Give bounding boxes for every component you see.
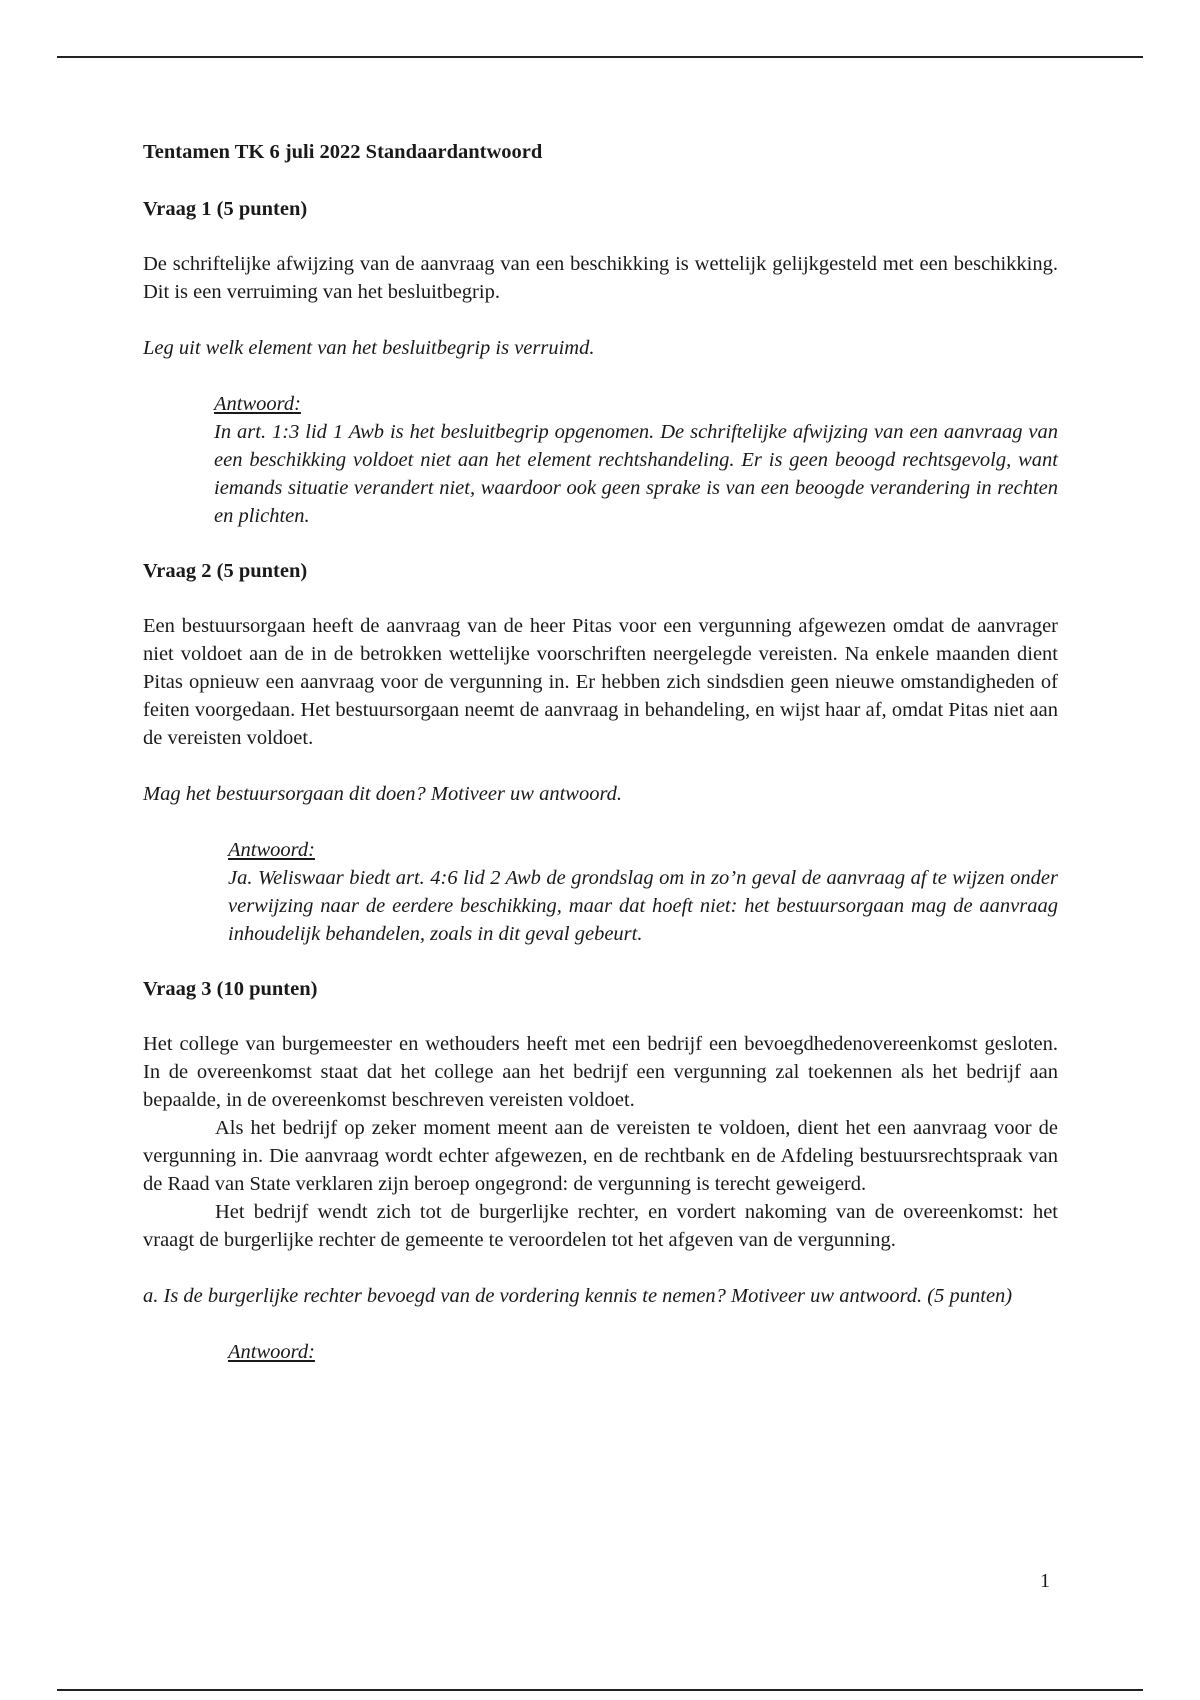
question-3 bbox=[143, 975, 1058, 1366]
question-2-paragraph: Een bestuursorgaan heeft de aanvraag van de heer Pitas voor een vergunning afgewezen omdat de aanvrager niet voldoet aan de in de betrokken wettelijke voorschriften neergelegde vereisten. Na enkele maanden dient Pitas opnieuw een aanvraag voor de vergunning in. Er hebben zich sindsdien geen nieuwe omstandigheden of feiten voorgedaan. Het bestuursorgaan neemt de aanvraag in behandeling, en wijst haar af, omdat Pitas niet aan de vereisten voldoet. bbox=[143, 615, 1058, 749]
question-1-answer bbox=[214, 390, 1058, 530]
document-title: Tentamen TK 6 juli 2022 Standaardantwoord bbox=[143, 141, 543, 163]
question-2-heading: Vraag 2 (5 punten) bbox=[143, 560, 308, 582]
question-3-paragraph-2: Als het bedrijf op zeker moment meent aan de vereisten te voldoen, dient het een aanvraag voor de vergunning in. Die aanvraag wordt echter afgewezen, en de rechtbank en de Afdeling bestuursrechtspraak van de Raad van State verklaren zijn beroep ongegrond: de vergunning is terecht geweigerd. bbox=[143, 1117, 1058, 1195]
question-2-answer-label: Antwoord: bbox=[228, 839, 315, 861]
question-3-heading: Vraag 3 (10 punten) bbox=[143, 978, 318, 1000]
page-number: 1 bbox=[1040, 1570, 1050, 1592]
question-3-prompt: a. Is de burgerlijke rechter bevoegd van de vordering kennis te nemen? Motiveer uw antwoord. (5 punten) bbox=[143, 1285, 1013, 1307]
question-3-answer bbox=[228, 1338, 1058, 1366]
question-1-heading: Vraag 1 (5 punten) bbox=[143, 198, 308, 220]
question-1-prompt: Leg uit welk element van het besluitbegrip is verruimd. bbox=[143, 337, 595, 359]
question-2-answer-text: Ja. Weliswaar biedt art. 4:6 lid 2 Awb de grondslag om in zo’n geval de aanvraag af te wijzen onder verwijzing naar de eerdere beschikking, maar dat hoeft niet: het bestuursorgaan mag de aanvraag inhoudelijk behandelen, zoals in dit geval gebeurt. bbox=[228, 867, 1058, 945]
top-rule bbox=[57, 56, 1143, 58]
question-1-answer-label: Antwoord: bbox=[214, 393, 301, 415]
document-page bbox=[143, 138, 1058, 1393]
question-1-answer-text: In art. 1:3 lid 1 Awb is het besluitbegrip opgenomen. De schriftelijke afwijzing van een aanvraag van een beschikking voldoet niet aan het element rechtshandeling. Er is geen beoogd rechtsgevolg, want iemands situatie verandert niet, waardoor ook geen sprake is van een beoogde verandering in rechten en plichten. bbox=[214, 421, 1058, 527]
question-3-paragraph-1: Het college van burgemeester en wethouders heeft met een bedrijf een bevoegdhedenovereenkomst gesloten. In de overeenkomst staat dat het college aan het bedrijf een vergunning zal toekennen als het bedrijf aan bepaalde, in de overeenkomst beschreven vereisten voldoet. bbox=[143, 1033, 1058, 1111]
question-3-paragraph-3: Het bedrijf wendt zich tot de burgerlijke rechter, en vordert nakoming van de overeenkomst: het vraagt de burgerlijke rechter de gemeente te veroordelen tot het afgeven van de vergunning. bbox=[143, 1201, 1058, 1251]
question-1 bbox=[143, 195, 1058, 530]
question-2-answer bbox=[228, 836, 1058, 948]
bottom-rule bbox=[57, 1689, 1143, 1691]
question-2 bbox=[143, 557, 1058, 948]
question-3-answer-label: Antwoord: bbox=[228, 1341, 315, 1363]
question-2-prompt: Mag het bestuursorgaan dit doen? Motiveer uw antwoord. bbox=[143, 783, 623, 805]
question-1-paragraph: De schriftelijke afwijzing van de aanvraag van een beschikking is wettelijk gelijkgesteld met een beschikking. Dit is een verruiming van het besluitbegrip. bbox=[143, 253, 1058, 303]
